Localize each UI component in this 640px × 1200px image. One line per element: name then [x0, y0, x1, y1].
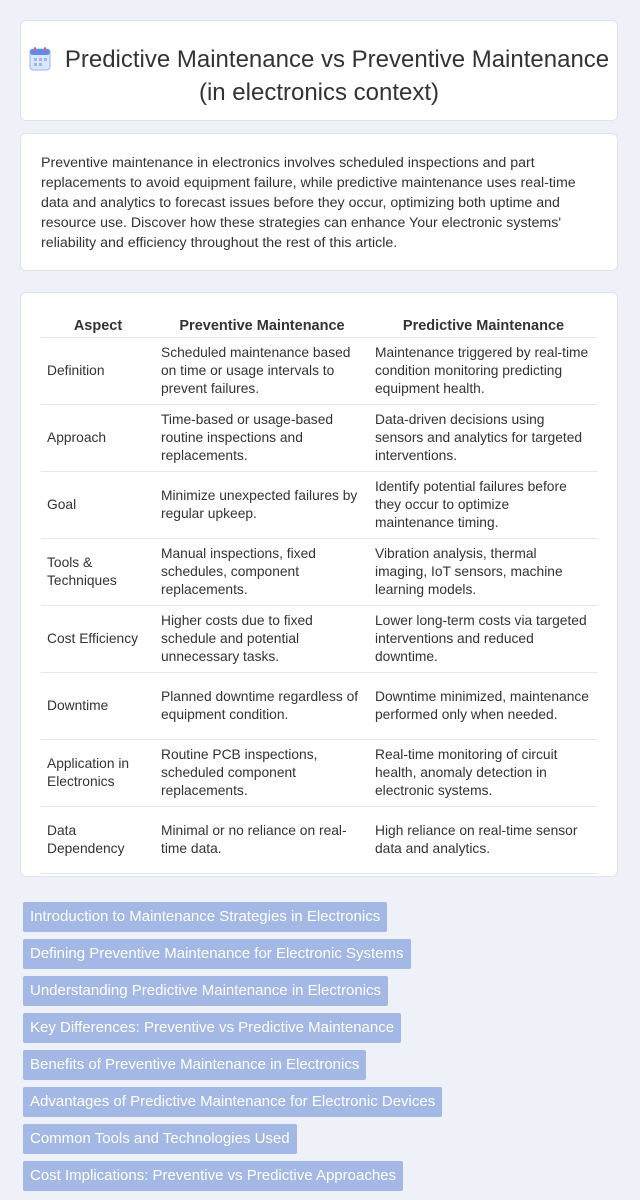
- cell-aspect: Cost Efficiency: [41, 606, 155, 673]
- table-row: [41, 539, 598, 606]
- cell-aspect: Data Dependency: [41, 807, 155, 874]
- cell-predictive: Lower long-term costs via targeted interventions and reduced downtime.: [369, 606, 598, 673]
- header-preventive: Preventive Maintenance: [155, 315, 369, 338]
- table-header-row: [41, 315, 598, 338]
- topic-link[interactable]: Key Differences: Preventive vs Predictive Maintenance: [23, 1013, 401, 1043]
- cell-aspect: Goal: [41, 472, 155, 539]
- cell-predictive: Downtime minimized, maintenance performed only when needed.: [369, 673, 598, 740]
- cell-predictive: Maintenance triggered by real-time condition monitoring predicting equipment health.: [369, 338, 598, 405]
- cell-preventive: Planned downtime regardless of equipment condition.: [155, 673, 369, 740]
- topic-link[interactable]: Cost Implications: Preventive vs Predictive Approaches: [23, 1161, 403, 1191]
- table-row: [41, 338, 598, 405]
- cell-aspect: Application in Electronics: [41, 740, 155, 807]
- cell-aspect: Approach: [41, 405, 155, 472]
- table-row: [41, 472, 598, 539]
- topic-link[interactable]: Introduction to Maintenance Strategies in Electronics: [23, 902, 387, 932]
- document-icon: [29, 47, 51, 78]
- cell-predictive: Real-time monitoring of circuit health, anomaly detection in electronic systems.: [369, 740, 598, 807]
- topic-link[interactable]: Benefits of Preventive Maintenance in Electronics: [23, 1050, 366, 1080]
- cell-preventive: Routine PCB inspections, scheduled component replacements.: [155, 740, 369, 807]
- comparison-table-card: [20, 292, 618, 877]
- topic-link[interactable]: Advantages of Predictive Maintenance for Electronic Devices: [23, 1087, 442, 1117]
- table-row: [41, 405, 598, 472]
- cell-aspect: Definition: [41, 338, 155, 405]
- cell-preventive: Scheduled maintenance based on time or usage intervals to prevent failures.: [155, 338, 369, 405]
- cell-preventive: Time-based or usage-based routine inspections and replacements.: [155, 405, 369, 472]
- header-aspect: Aspect: [41, 315, 155, 338]
- cell-preventive: Minimal or no reliance on real-time data.: [155, 807, 369, 874]
- intro-card: [20, 133, 618, 271]
- intro-paragraph: Preventive maintenance in electronics involves scheduled inspections and part replacements to avoid equipment failure, while predictive maintenance uses real-time data and analytics to forecast issues before they occur, optimizing both uptime and resource use. Discover how these strategies can enhance Your electronic systems' reliability and efficiency throughout the rest of this article.: [41, 155, 576, 251]
- comparison-table: [41, 315, 598, 874]
- cell-predictive: Identify potential failures before they occur to optimize maintenance timing.: [369, 472, 598, 539]
- table-row: [41, 673, 598, 740]
- page-title: Predictive Maintenance vs Preventive Maintenance (in electronics context): [64, 46, 610, 106]
- table-row: [41, 740, 598, 807]
- cell-predictive: Vibration analysis, thermal imaging, IoT sensors, machine learning models.: [369, 539, 598, 606]
- cell-predictive: High reliance on real-time sensor data and analytics.: [369, 807, 598, 874]
- table-row: [41, 606, 598, 673]
- topic-link[interactable]: Common Tools and Technologies Used: [23, 1124, 297, 1154]
- cell-preventive: Minimize unexpected failures by regular upkeep.: [155, 472, 369, 539]
- header-predictive: Predictive Maintenance: [369, 315, 598, 338]
- page-title-wrap: [21, 45, 617, 107]
- table-row: [41, 807, 598, 874]
- cell-predictive: Data-driven decisions using sensors and analytics for targeted interventions.: [369, 405, 598, 472]
- topic-link[interactable]: Defining Preventive Maintenance for Electronic Systems: [23, 939, 411, 969]
- cell-preventive: Manual inspections, fixed schedules, component replacements.: [155, 539, 369, 606]
- cell-aspect: Downtime: [41, 673, 155, 740]
- title-card: [20, 20, 618, 121]
- topic-link[interactable]: Understanding Predictive Maintenance in Electronics: [23, 976, 388, 1006]
- topic-links: [23, 902, 583, 1198]
- cell-preventive: Higher costs due to fixed schedule and potential unnecessary tasks.: [155, 606, 369, 673]
- cell-aspect: Tools & Techniques: [41, 539, 155, 606]
